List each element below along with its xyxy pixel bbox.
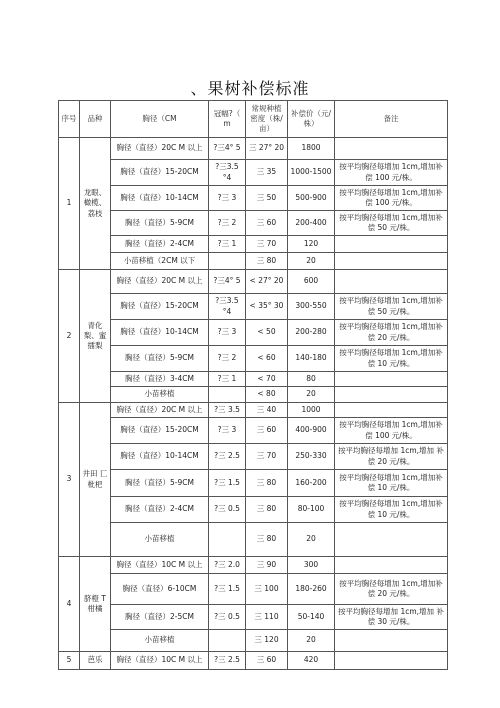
cell-crown: ?三 2.5 [209, 652, 246, 670]
cell-price: 20 [288, 523, 335, 557]
cell-crown: ?三 3 [209, 418, 246, 444]
cell-price: 20 [288, 630, 335, 652]
cell-crown: ?三 0.5 [209, 605, 246, 630]
cell-crown: ?三 2 [209, 211, 246, 236]
table-row [59, 138, 448, 160]
cell-density: 三 110 [246, 605, 288, 630]
cell-density: 三 80 [246, 253, 288, 270]
cell-spec: 小苗移植 [111, 387, 209, 403]
cell-note [335, 270, 448, 294]
table-row [59, 253, 448, 270]
cell-price: 400-900 [288, 418, 335, 444]
row-seq: 4 [59, 557, 80, 652]
page-title: 、果树补偿标准 [190, 79, 310, 98]
cell-density: < 50 [246, 320, 288, 346]
cell-price: 300 [288, 557, 335, 574]
header-price: 补偿价（元/株） [288, 101, 335, 138]
cell-spec: 小苗移植 [111, 523, 209, 557]
cell-price: 420 [288, 652, 335, 670]
cell-density: 三 70 [246, 236, 288, 253]
cell-density: 三 60 [246, 211, 288, 236]
row-variety: 青化梨、蜜擂梨 [80, 270, 111, 403]
cell-density: 三 80 [246, 523, 288, 557]
cell-spec: 胸径（直径）2-4CM [111, 236, 209, 253]
header-variety: 品种 [80, 101, 111, 138]
cell-crown [209, 523, 246, 557]
cell-density: 三 50 [246, 186, 288, 211]
cell-note: 按平均胸径每增加 1cm,增加补偿 20 元/株。 [335, 574, 448, 605]
row-seq: 2 [59, 270, 80, 403]
cell-density: < 80 [246, 387, 288, 403]
cell-density: 三 40 [246, 403, 288, 418]
table-row [59, 574, 448, 605]
table-row [59, 523, 448, 557]
cell-density: 三 80 [246, 470, 288, 497]
row-variety: 脐橙 T 柑橘 [80, 557, 111, 652]
cell-note [335, 523, 448, 557]
table-row [59, 236, 448, 253]
table-row [59, 652, 448, 670]
table-row [59, 320, 448, 346]
cell-note: 按平均胸径每增加 1cm,增加补偿 20 元/株。 [335, 320, 448, 346]
cell-spec: 胸径（直径）6-10CM [111, 574, 209, 605]
table-row [59, 372, 448, 387]
cell-price: 20 [288, 253, 335, 270]
cell-density: 三 60 [246, 652, 288, 670]
row-seq: 1 [59, 138, 80, 270]
compensation-table [58, 100, 448, 670]
header-seq: 序号 [59, 101, 80, 138]
table-row [59, 186, 448, 211]
cell-spec: 胸径（直径）15-20CM [111, 294, 209, 320]
cell-density: 三 35 [246, 160, 288, 186]
table-row [59, 403, 448, 418]
cell-price: 600 [288, 270, 335, 294]
cell-price: 250-330 [288, 444, 335, 470]
header-note: 备注 [335, 101, 448, 138]
table-row [59, 270, 448, 294]
cell-crown: ?三 0.5 [209, 497, 246, 523]
cell-crown: ?三 1.5 [209, 470, 246, 497]
cell-crown [209, 387, 246, 403]
row-variety: 龙眼、橄榄、荔枝 [80, 138, 111, 270]
table-row [59, 418, 448, 444]
cell-price: 1000-1500 [288, 160, 335, 186]
cell-note [335, 253, 448, 270]
table-row [59, 387, 448, 403]
cell-note [335, 557, 448, 574]
header-row [59, 101, 448, 138]
table-row [59, 444, 448, 470]
cell-density: 三 100 [246, 574, 288, 605]
cell-crown [209, 630, 246, 652]
cell-note: 按平均胸径每增加 1cm,增加补偿 100 元/株。 [335, 160, 448, 186]
table-row [59, 160, 448, 186]
cell-density: < 35° 30 [246, 294, 288, 320]
cell-note [335, 138, 448, 160]
cell-note: 按平均胸径每增加 1cm,增加 补偿 20 元/株。 [335, 444, 448, 470]
cell-spec: 胸径（直径）2-5CM [111, 605, 209, 630]
cell-spec: 胸径（直径）15-20CM [111, 160, 209, 186]
cell-price: 80 [288, 372, 335, 387]
table-row [59, 605, 448, 630]
cell-price: 120 [288, 236, 335, 253]
cell-price: 200-400 [288, 211, 335, 236]
cell-spec: 胸径（直径）2-4CM [111, 497, 209, 523]
cell-spec: 胸径（直径）10-14CM [111, 320, 209, 346]
cell-crown: ?三 1 [209, 236, 246, 253]
table-row [59, 211, 448, 236]
cell-spec: 小苗移植（2CM 以下 [111, 253, 209, 270]
table-row [59, 470, 448, 497]
cell-crown [209, 253, 246, 270]
cell-note [335, 387, 448, 403]
cell-note [335, 372, 448, 387]
cell-note [335, 652, 448, 670]
cell-spec: 胸径（直径）15-20CM [111, 418, 209, 444]
cell-density: 三 27° 20 [246, 138, 288, 160]
cell-density: < 60 [246, 346, 288, 372]
cell-density: 三 60 [246, 418, 288, 444]
cell-spec: 胸径（直径）10C M 以上 [111, 557, 209, 574]
table-row [59, 557, 448, 574]
cell-note [335, 236, 448, 253]
cell-density: < 27° 20 [246, 270, 288, 294]
cell-density: < 70 [246, 372, 288, 387]
cell-note [335, 630, 448, 652]
cell-crown: ?三3.5 °4 [209, 160, 246, 186]
cell-price: 140-180 [288, 346, 335, 372]
cell-note: 按平均胸径每增加 1cm,增加补偿 10 元/株。 [335, 346, 448, 372]
cell-crown: ?三4° 5 [209, 138, 246, 160]
cell-spec: 胸径（直径）5-9CM [111, 470, 209, 497]
cell-crown: ?三 3.5 [209, 403, 246, 418]
cell-note: 按平均胸径每增加 1cm,增加补偿 10 元/株。 [335, 497, 448, 523]
cell-crown: ?三 1.5 [209, 574, 246, 605]
cell-note: 按平均胸径每增加 1cm,增加补偿 50 元/株。 [335, 211, 448, 236]
header-dbh: 胸径（CM [111, 101, 209, 138]
cell-crown: ?三 2.0 [209, 557, 246, 574]
cell-density: 三 120 [246, 630, 288, 652]
cell-crown: ?三 3 [209, 320, 246, 346]
cell-spec: 胸径（直径）5-9CM [111, 346, 209, 372]
cell-price: 180-260 [288, 574, 335, 605]
cell-note: 按平均胸径每增加 1cm,增加补偿 10 元/株。 [335, 470, 448, 497]
cell-price: 300-550 [288, 294, 335, 320]
cell-density: 三 90 [246, 557, 288, 574]
table-row [59, 630, 448, 652]
row-variety: 井田 匸 枇杷 [80, 403, 111, 557]
cell-spec: 胸径（直径）10-14CM [111, 444, 209, 470]
cell-note: 按平均胸径每增加 1cm,增加 补偿 30 元/株。 [335, 605, 448, 630]
table-body [59, 138, 448, 670]
cell-crown: ?三 2.5 [209, 444, 246, 470]
cell-price: 1800 [288, 138, 335, 160]
cell-note: 按平均胸径每增加 1cm,增加补偿 100 元/株。 [335, 418, 448, 444]
header-density: 常规种植密度（株/亩） [246, 101, 288, 138]
cell-crown: ?三 1 [209, 372, 246, 387]
cell-spec: 胸径（直径）10C M 以上 [111, 652, 209, 670]
cell-spec: 胸径（直径）20C M 以上 [111, 270, 209, 294]
cell-price: 80-100 [288, 497, 335, 523]
cell-crown: ?三4° 5 [209, 270, 246, 294]
cell-spec: 胸径（直径）20C M 以上 [111, 138, 209, 160]
row-seq: 3 [59, 403, 80, 557]
cell-note: 按平均胸径每增加 1cm,增加补偿 100 元/株。 [335, 186, 448, 211]
cell-spec: 小苗移植 [111, 630, 209, 652]
cell-spec: 胸径（直径）10-14CM [111, 186, 209, 211]
cell-price: 50-140 [288, 605, 335, 630]
table-row [59, 346, 448, 372]
table-row [59, 497, 448, 523]
row-variety: 芭乐 [80, 652, 111, 670]
cell-price: 500-900 [288, 186, 335, 211]
cell-density: 三 70 [246, 444, 288, 470]
cell-crown: ?三 2 [209, 346, 246, 372]
cell-spec: 胸径（直径）20C M 以上 [111, 403, 209, 418]
cell-price: 200-280 [288, 320, 335, 346]
cell-price: 1000 [288, 403, 335, 418]
row-seq: 5 [59, 652, 80, 670]
cell-density: 三 80 [246, 497, 288, 523]
cell-price: 20 [288, 387, 335, 403]
cell-crown: ?三 3 [209, 186, 246, 211]
cell-price: 160-200 [288, 470, 335, 497]
cell-spec: 胸径（直径）5-9CM [111, 211, 209, 236]
cell-note [335, 403, 448, 418]
header-crown: 冠幅?（ m [209, 101, 246, 138]
cell-spec: 胸径（直径）3-4CM [111, 372, 209, 387]
cell-crown: ?三3.5 °4 [209, 294, 246, 320]
table-row [59, 294, 448, 320]
cell-note: 按平均胸径每增加 1cm,增加补偿 50 元/株。 [335, 294, 448, 320]
